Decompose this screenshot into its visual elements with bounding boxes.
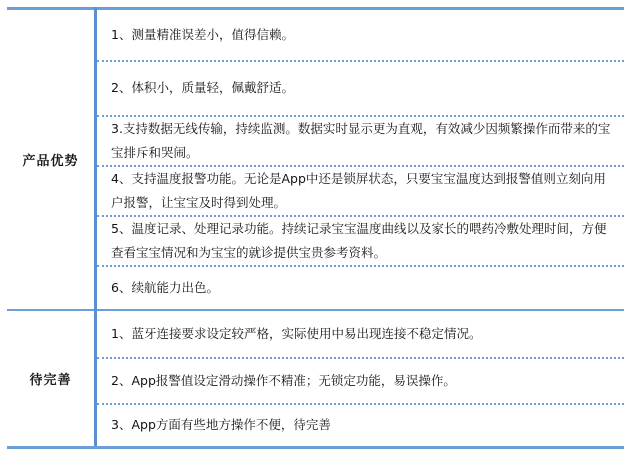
table-row [7, 216, 624, 266]
advantage-item-1: 1、测量精准误差小，值得信赖。 [96, 9, 625, 61]
table-row [7, 266, 624, 310]
advantage-item-5: 5、温度记录、处理记录功能。持续记录宝宝温度曲线以及家长的喂药冷敷处理时间，方便查看宝宝情况和为宝宝的就诊提供宝贵参考资料。 [96, 216, 625, 266]
table-row [7, 358, 624, 404]
table-row [7, 9, 624, 61]
table-row [7, 166, 624, 216]
advantage-item-3: 3.支持数据无线传输，持续监测。数据实时显示更为直观，有效减少因频繁操作而带来的宝宝排斥和哭闹。 [96, 116, 625, 166]
improve-item-3: 3、App方面有些地方操作不便，待完善 [96, 404, 625, 448]
table-row [7, 404, 624, 448]
advantage-item-6: 6、续航能力出色。 [96, 266, 625, 310]
improve-item-2: 2、App报警值设定滑动操作不精准；无锁定功能，易误操作。 [96, 358, 625, 404]
category-advantages: 产品优势 [7, 9, 96, 310]
comparison-table [7, 7, 624, 447]
table-row [7, 116, 624, 166]
table-row [7, 61, 624, 116]
improve-item-1: 1、蓝牙连接要求设定较严格，实际使用中易出现连接不稳定情况。 [96, 310, 625, 358]
category-to-improve: 待完善 [7, 310, 96, 448]
advantage-item-2: 2、体积小，质量轻，佩戴舒适。 [96, 61, 625, 116]
advantage-item-4: 4、支持温度报警功能。无论是App中还是锁屏状态，只要宝宝温度达到报警值则立刻向用户报警，让宝宝及时得到处理。 [96, 166, 625, 216]
table-row [7, 310, 624, 358]
product-evaluation-table [7, 7, 624, 449]
